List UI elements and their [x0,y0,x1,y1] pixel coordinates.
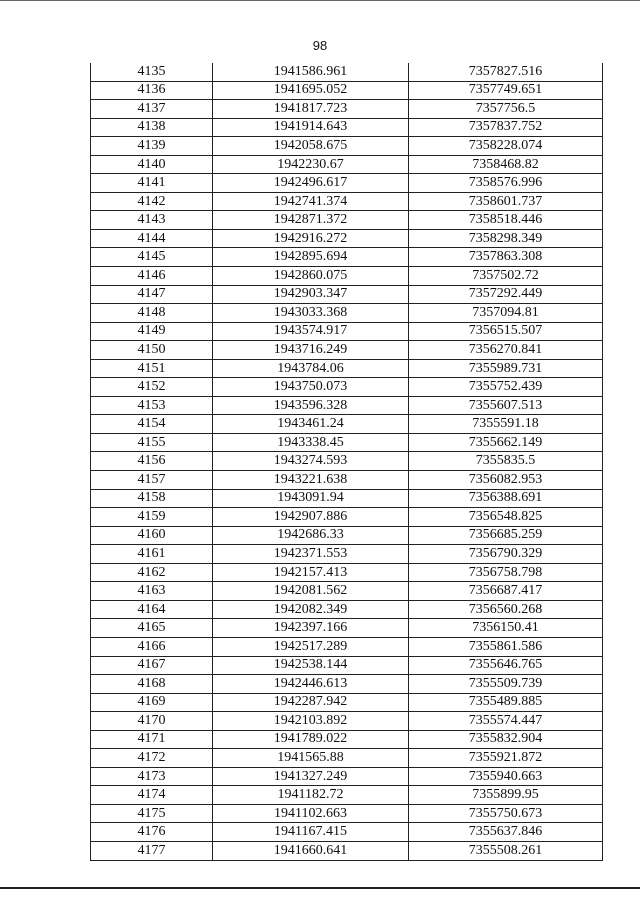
y-coordinate-cell: 7356560.268 [409,600,603,619]
x-coordinate-cell: 1942686.33 [213,526,409,545]
point-number-cell: 4163 [91,582,213,601]
table-row [91,174,603,193]
x-coordinate-cell: 1942058.675 [213,137,409,156]
x-coordinate-cell: 1943716.249 [213,341,409,360]
x-coordinate-cell: 1942371.553 [213,545,409,564]
table-row [91,81,603,100]
table-row [91,211,603,230]
x-coordinate-cell: 1942538.144 [213,656,409,675]
point-number-cell: 4146 [91,267,213,286]
table-row [91,730,603,749]
x-coordinate-cell: 1943784.06 [213,359,409,378]
point-number-cell: 4164 [91,600,213,619]
point-number-cell: 4156 [91,452,213,471]
x-coordinate-cell: 1941102.663 [213,804,409,823]
y-coordinate-cell: 7356687.417 [409,582,603,601]
y-coordinate-cell: 7355835.5 [409,452,603,471]
point-number-cell: 4166 [91,637,213,656]
table-row [91,656,603,675]
y-coordinate-cell: 7355832.904 [409,730,603,749]
x-coordinate-cell: 1941817.723 [213,100,409,119]
point-number-cell: 4138 [91,118,213,137]
y-coordinate-cell: 7355752.439 [409,378,603,397]
point-number-cell: 4151 [91,359,213,378]
y-coordinate-cell: 7356758.798 [409,563,603,582]
table-row [91,155,603,174]
x-coordinate-cell: 1941789.022 [213,730,409,749]
y-coordinate-cell: 7355508.261 [409,841,603,860]
table-row [91,471,603,490]
point-number-cell: 4136 [91,81,213,100]
x-coordinate-cell: 1942741.374 [213,192,409,211]
point-number-cell: 4165 [91,619,213,638]
point-number-cell: 4145 [91,248,213,267]
x-coordinate-cell: 1941182.72 [213,786,409,805]
x-coordinate-cell: 1942903.347 [213,285,409,304]
x-coordinate-cell: 1943221.638 [213,471,409,490]
table-row [91,526,603,545]
table-row [91,563,603,582]
point-number-cell: 4159 [91,508,213,527]
point-number-cell: 4152 [91,378,213,397]
y-coordinate-cell: 7357756.5 [409,100,603,119]
point-number-cell: 4158 [91,489,213,508]
point-number-cell: 4143 [91,211,213,230]
y-coordinate-cell: 7355989.731 [409,359,603,378]
x-coordinate-cell: 1941660.641 [213,841,409,860]
point-number-cell: 4155 [91,433,213,452]
y-coordinate-cell: 7357863.308 [409,248,603,267]
point-number-cell: 4168 [91,675,213,694]
y-coordinate-cell: 7355509.739 [409,675,603,694]
point-number-cell: 4177 [91,841,213,860]
table-row [91,192,603,211]
table-row [91,341,603,360]
y-coordinate-cell: 7355574.447 [409,712,603,731]
table-row [91,508,603,527]
table-row [91,248,603,267]
point-number-cell: 4148 [91,304,213,323]
table-row [91,118,603,137]
x-coordinate-cell: 1942517.289 [213,637,409,656]
y-coordinate-cell: 7355607.513 [409,396,603,415]
y-coordinate-cell: 7355646.765 [409,656,603,675]
x-coordinate-cell: 1941586.961 [213,63,409,81]
x-coordinate-cell: 1943574.917 [213,322,409,341]
y-coordinate-cell: 7357749.651 [409,81,603,100]
table-row [91,823,603,842]
page-number: 98 [312,38,328,53]
y-coordinate-cell: 7357837.752 [409,118,603,137]
y-coordinate-cell: 7356388.691 [409,489,603,508]
table-row [91,304,603,323]
x-coordinate-cell: 1943338.45 [213,433,409,452]
x-coordinate-cell: 1942082.349 [213,600,409,619]
point-number-cell: 4144 [91,229,213,248]
y-coordinate-cell: 7356515.507 [409,322,603,341]
x-coordinate-cell: 1943033.368 [213,304,409,323]
y-coordinate-cell: 7358228.074 [409,137,603,156]
x-coordinate-cell: 1942287.942 [213,693,409,712]
y-coordinate-cell: 7355637.846 [409,823,603,842]
point-number-cell: 4141 [91,174,213,193]
y-coordinate-cell: 7355750.673 [409,804,603,823]
x-coordinate-cell: 1942907.886 [213,508,409,527]
point-number-cell: 4150 [91,341,213,360]
table-row [91,804,603,823]
y-coordinate-cell: 7355662.149 [409,433,603,452]
y-coordinate-cell: 7358468.82 [409,155,603,174]
point-number-cell: 4153 [91,396,213,415]
point-number-cell: 4175 [91,804,213,823]
y-coordinate-cell: 7357094.81 [409,304,603,323]
coordinate-table [90,63,603,861]
x-coordinate-cell: 1942446.613 [213,675,409,694]
x-coordinate-cell: 1942895.694 [213,248,409,267]
point-number-cell: 4157 [91,471,213,490]
x-coordinate-cell: 1942230.67 [213,155,409,174]
x-coordinate-cell: 1941167.415 [213,823,409,842]
x-coordinate-cell: 1943091.94 [213,489,409,508]
table-row [91,582,603,601]
y-coordinate-cell: 7355921.872 [409,749,603,768]
y-coordinate-cell: 7355861.586 [409,637,603,656]
x-coordinate-cell: 1942081.562 [213,582,409,601]
x-coordinate-cell: 1943461.24 [213,415,409,434]
x-coordinate-cell: 1942916.272 [213,229,409,248]
table-row [91,63,603,81]
y-coordinate-cell: 7356685.259 [409,526,603,545]
point-number-cell: 4137 [91,100,213,119]
table-row [91,637,603,656]
table-row [91,786,603,805]
point-number-cell: 4167 [91,656,213,675]
y-coordinate-cell: 7355940.663 [409,767,603,786]
x-coordinate-cell: 1942871.372 [213,211,409,230]
y-coordinate-cell: 7357827.516 [409,63,603,81]
point-number-cell: 4147 [91,285,213,304]
x-coordinate-cell: 1941914.643 [213,118,409,137]
y-coordinate-cell: 7358576.996 [409,174,603,193]
table-row [91,767,603,786]
y-coordinate-cell: 7356548.825 [409,508,603,527]
table-row [91,841,603,860]
table-row [91,285,603,304]
y-coordinate-cell: 7357502.72 [409,267,603,286]
x-coordinate-cell: 1941695.052 [213,81,409,100]
table-row [91,452,603,471]
y-coordinate-cell: 7357292.449 [409,285,603,304]
point-number-cell: 4154 [91,415,213,434]
table-row [91,378,603,397]
y-coordinate-cell: 7358601.737 [409,192,603,211]
point-number-cell: 4140 [91,155,213,174]
table-row [91,749,603,768]
point-number-cell: 4142 [91,192,213,211]
x-coordinate-cell: 1942397.166 [213,619,409,638]
table-row [91,396,603,415]
table-row [91,415,603,434]
point-number-cell: 4162 [91,563,213,582]
page-top-edge [0,0,640,1]
x-coordinate-cell: 1943274.593 [213,452,409,471]
page-bottom-rule [0,887,640,889]
x-coordinate-cell: 1942103.892 [213,712,409,731]
point-number-cell: 4172 [91,749,213,768]
table-row [91,712,603,731]
table-row [91,693,603,712]
table-row [91,359,603,378]
x-coordinate-cell: 1942860.075 [213,267,409,286]
x-coordinate-cell: 1942157.413 [213,563,409,582]
y-coordinate-cell: 7356082.953 [409,471,603,490]
y-coordinate-cell: 7356270.841 [409,341,603,360]
table-row [91,433,603,452]
table-row [91,489,603,508]
y-coordinate-cell: 7355591.18 [409,415,603,434]
point-number-cell: 4170 [91,712,213,731]
y-coordinate-cell: 7356150.41 [409,619,603,638]
point-number-cell: 4174 [91,786,213,805]
table-row [91,619,603,638]
x-coordinate-cell: 1941565.88 [213,749,409,768]
y-coordinate-cell: 7355489.885 [409,693,603,712]
x-coordinate-cell: 1943750.073 [213,378,409,397]
table-row [91,545,603,564]
y-coordinate-cell: 7356790.329 [409,545,603,564]
point-number-cell: 4149 [91,322,213,341]
table-row [91,267,603,286]
table-row [91,100,603,119]
coordinate-table-container [90,63,602,861]
table-row [91,137,603,156]
y-coordinate-cell: 7355899.95 [409,786,603,805]
point-number-cell: 4169 [91,693,213,712]
x-coordinate-cell: 1941327.249 [213,767,409,786]
table-row [91,600,603,619]
point-number-cell: 4161 [91,545,213,564]
point-number-cell: 4176 [91,823,213,842]
point-number-cell: 4135 [91,63,213,81]
point-number-cell: 4171 [91,730,213,749]
point-number-cell: 4173 [91,767,213,786]
x-coordinate-cell: 1943596.328 [213,396,409,415]
point-number-cell: 4160 [91,526,213,545]
y-coordinate-cell: 7358518.446 [409,211,603,230]
table-row [91,675,603,694]
table-row [91,322,603,341]
coordinate-table-body [91,63,603,860]
point-number-cell: 4139 [91,137,213,156]
y-coordinate-cell: 7358298.349 [409,229,603,248]
table-row [91,229,603,248]
x-coordinate-cell: 1942496.617 [213,174,409,193]
